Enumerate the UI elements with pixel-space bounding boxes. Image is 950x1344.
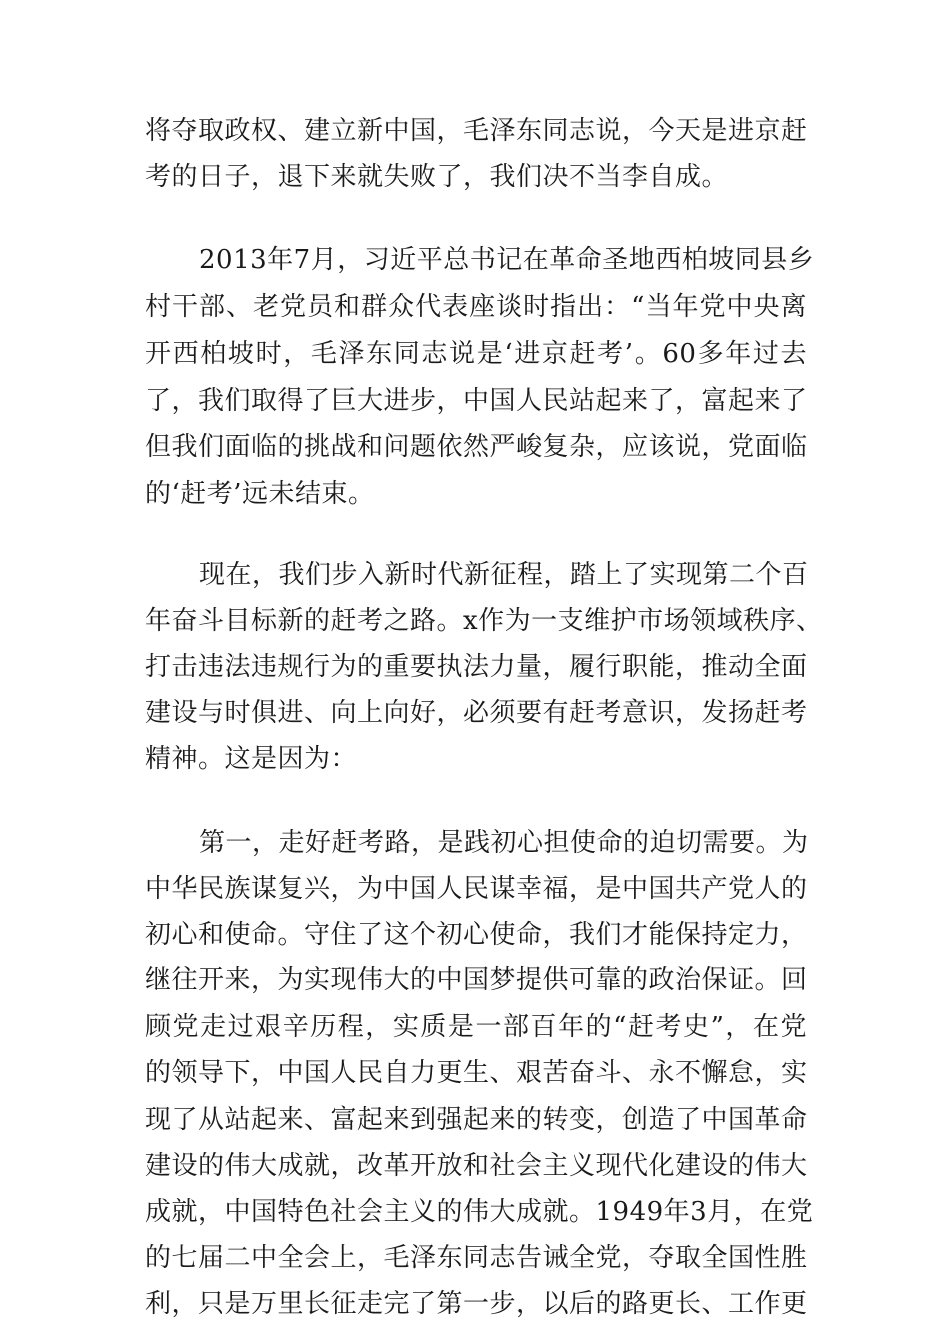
text-line: 2013年7月，习近平总书记在革命圣地西柏坡同县乡 [199, 245, 815, 275]
text-line: 顾党走过艰辛历程，实质是一部百年的“赶考史”，在党 [145, 1012, 807, 1042]
text-line: 考的日子，退下来就失败了，我们决不当李自成。 [145, 162, 729, 192]
text-line: 第一，走好赶考路，是践初心担使命的迫切需要。为 [199, 828, 809, 858]
text-line: 开西柏坡时，毛泽东同志说是‘进京赶考’。60多年过去 [145, 339, 807, 369]
text-line: 的领导下，中国人民自力更生、艰苦奋斗、永不懈怠，实 [145, 1058, 808, 1088]
text-line: 但我们面临的挑战和问题依然严峻复杂，应该说，党面临 [145, 432, 808, 462]
text-line: 中华民族谋复兴，为中国人民谋幸福，是中国共产党人的 [145, 874, 808, 904]
text-line: 的‘赶考’远未结束。 [145, 479, 375, 509]
text-line: 村干部、老党员和群众代表座谈时指出：“当年党中央离 [145, 292, 807, 322]
text-line: 成就，中国特色社会主义的伟大成就。1949年3月，在党 [145, 1197, 814, 1227]
text-line: 建设的伟大成就，改革开放和社会主义现代化建设的伟大 [145, 1151, 808, 1181]
text-line: 精神。这是因为： [145, 744, 358, 774]
text-line: 继往开来，为实现伟大的中国梦提供可靠的政治保证。回 [145, 965, 808, 995]
text-line: 现在，我们步入新时代新征程，踏上了实现第二个百 [199, 560, 809, 590]
text-line: 利，只是万里长征走完了第一步，以后的路更长、工作更 [145, 1289, 808, 1319]
text-line: 现了从站起来、富起来到强起来的转变，创造了中国革命 [145, 1105, 808, 1135]
text-line: 的七届二中全会上，毛泽东同志告诫全党，夺取全国性胜 [145, 1243, 808, 1273]
text-line: 将夺取政权、建立新中国，毛泽东同志说，今天是进京赶 [145, 116, 808, 146]
text-line: 了，我们取得了巨大进步，中国人民站起来了，富起来了 [145, 386, 808, 416]
text-line: 初心和使命。守住了这个初心使命，我们才能保持定力， [145, 920, 808, 950]
text-line: 年奋斗目标新的赶考之路。x作为一支维护市场领域秩序、 [145, 606, 823, 636]
text-line: 建设与时俱进、向上向好，必须要有赶考意识，发扬赶考 [145, 698, 808, 728]
text-line: 打击违法违规行为的重要执法力量，履行职能，推动全面 [145, 652, 808, 682]
